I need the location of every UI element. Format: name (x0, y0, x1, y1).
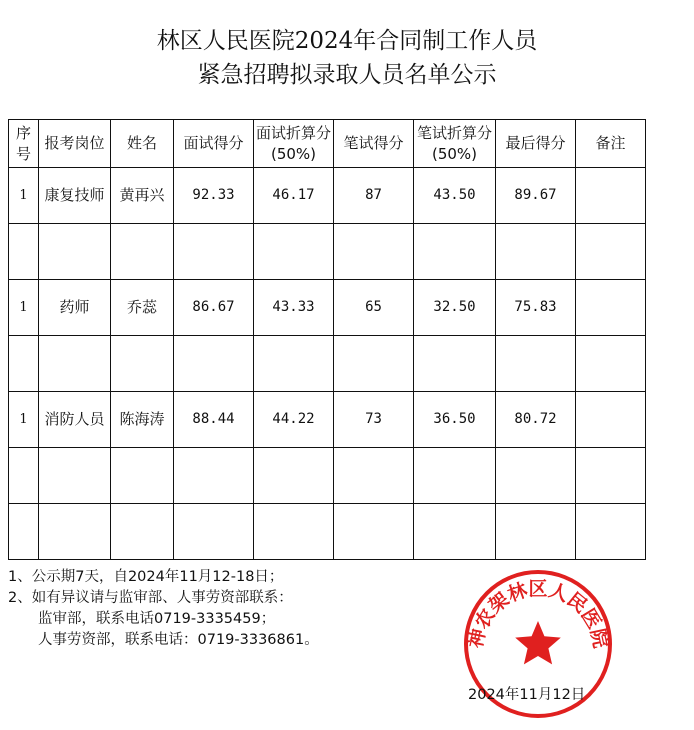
cell-remark (576, 504, 646, 560)
cell-position (39, 504, 111, 560)
cell-final (496, 448, 576, 504)
cell-interview-converted: 44.22 (254, 392, 334, 448)
cell-position: 药师 (39, 280, 111, 336)
cell-name (111, 448, 174, 504)
cell-remark (576, 280, 646, 336)
cell-written (334, 336, 414, 392)
seal-text: 神农架林区人民医院 (464, 578, 612, 651)
cell-remark (576, 224, 646, 280)
cell-final: 75.83 (496, 280, 576, 336)
table-row (9, 224, 646, 280)
cell-written (334, 224, 414, 280)
header-seq: 序号 (9, 120, 39, 168)
cell-interview (174, 336, 254, 392)
cell-written-converted (414, 504, 496, 560)
header-interview-score: 面试得分 (174, 120, 254, 168)
notice-notes (8, 567, 319, 651)
cell-name: 乔蕊 (111, 280, 174, 336)
cell-interview: 92.33 (174, 168, 254, 224)
candidate-table (8, 119, 646, 560)
note-line-hr-dept: 人事劳资部，联系电话：0719-3336861。 (38, 632, 319, 648)
table-row (9, 280, 646, 336)
cell-seq (9, 448, 39, 504)
header-name: 姓名 (111, 120, 174, 168)
cell-position (39, 336, 111, 392)
cell-seq: 1 (9, 392, 39, 448)
table-row (9, 504, 646, 560)
cell-seq (9, 224, 39, 280)
cell-position: 消防人员 (39, 392, 111, 448)
header-written-score: 笔试得分 (334, 120, 414, 168)
cell-final (496, 336, 576, 392)
cell-remark (576, 448, 646, 504)
header-final-score: 最后得分 (496, 120, 576, 168)
cell-written: 65 (334, 280, 414, 336)
cell-seq (9, 336, 39, 392)
cell-interview (174, 448, 254, 504)
table-row (9, 448, 646, 504)
cell-interview-converted (254, 448, 334, 504)
cell-written (334, 504, 414, 560)
cell-final (496, 504, 576, 560)
table-row (9, 168, 646, 224)
seal-star-icon (515, 621, 561, 664)
cell-name: 黄再兴 (111, 168, 174, 224)
cell-interview-converted: 43.33 (254, 280, 334, 336)
document-title-line2: 紧急招聘拟录取人员名单公示 (197, 62, 497, 88)
cell-written-converted: 43.50 (414, 168, 496, 224)
publish-date: 2024年11月12日 (468, 687, 586, 703)
cell-interview (174, 504, 254, 560)
cell-name (111, 336, 174, 392)
cell-interview-converted (254, 504, 334, 560)
table-row (9, 336, 646, 392)
cell-final: 89.67 (496, 168, 576, 224)
note-line-period: 1、公示期7天，自2024年11月12-18日； (8, 569, 284, 585)
cell-written (334, 448, 414, 504)
cell-interview: 88.44 (174, 392, 254, 448)
cell-written: 73 (334, 392, 414, 448)
cell-remark (576, 336, 646, 392)
header-interview-converted: 面试折算分(50%) (254, 120, 334, 168)
cell-interview-converted (254, 336, 334, 392)
header-remark: 备注 (576, 120, 646, 168)
cell-interview-converted: 46.17 (254, 168, 334, 224)
cell-interview (174, 224, 254, 280)
cell-interview-converted (254, 224, 334, 280)
table-header-row (9, 120, 646, 168)
cell-seq (9, 504, 39, 560)
cell-remark (576, 168, 646, 224)
cell-name (111, 504, 174, 560)
cell-interview: 86.67 (174, 280, 254, 336)
document-title-line1: 林区人民医院2024年合同制工作人员 (156, 28, 538, 54)
header-written-converted: 笔试折算分(50%) (414, 120, 496, 168)
cell-position (39, 224, 111, 280)
cell-written: 87 (334, 168, 414, 224)
cell-seq: 1 (9, 280, 39, 336)
table-row (9, 392, 646, 448)
cell-written-converted (414, 448, 496, 504)
note-line-contact: 2、如有异议请与监审部、人事劳资部联系： (8, 590, 293, 606)
cell-written-converted (414, 224, 496, 280)
cell-final (496, 224, 576, 280)
cell-written-converted (414, 336, 496, 392)
header-position: 报考岗位 (39, 120, 111, 168)
cell-written-converted: 36.50 (414, 392, 496, 448)
cell-remark (576, 392, 646, 448)
cell-position: 康复技师 (39, 168, 111, 224)
cell-position (39, 448, 111, 504)
cell-name (111, 224, 174, 280)
cell-seq: 1 (9, 168, 39, 224)
cell-name: 陈海涛 (111, 392, 174, 448)
cell-written-converted: 32.50 (414, 280, 496, 336)
note-line-audit-dept: 监审部，联系电话0719-3335459； (38, 611, 276, 627)
cell-final: 80.72 (496, 392, 576, 448)
